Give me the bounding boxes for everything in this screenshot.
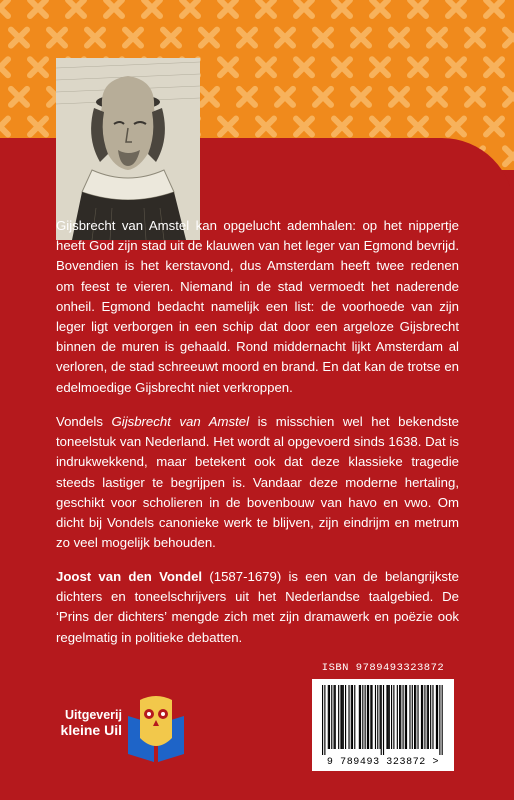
author-portrait (56, 58, 200, 240)
cross-mark (277, 30, 293, 46)
barcode-bar (345, 685, 346, 749)
cross-mark (220, 119, 236, 135)
publisher-line2: kleine Uil (60, 722, 122, 738)
barcode-bar (375, 685, 376, 749)
cross-mark (334, 0, 350, 16)
cross-mark (467, 89, 483, 105)
barcode-bar (381, 685, 382, 755)
cross-mark (296, 59, 312, 75)
cross-mark (429, 30, 445, 46)
barcode-bar (335, 685, 336, 749)
blurb-paragraph-plot: Gijsbrecht van Amstel kan opgelucht ademhalen: op het nippertje heeft God zijn stad uit de klauwen van het leger van Egmond bevrijd. Bovendien is het kerstavond, dus Amsterdam heeft twee redenen om feest te vieren. Niemand in de stad vermoedt het naderende onheil. Egmond bedacht namelijk een list: de voorhoede van zijn leger ligt verborgen in een schip dat door een argeloze Gijsbrecht binnen de muren is gehaald. Rond middernacht lijkt Amsterdam al verloren, de stad schreeuwt moord en brand. En dat kan de trotse en edelmoedige Gijsbrecht niet verkroppen. (56, 218, 459, 395)
cross-mark (49, 30, 65, 46)
barcode-bar (342, 685, 343, 749)
cross-mark (125, 30, 141, 46)
barcode-bar (393, 685, 394, 749)
barcode-bar (415, 685, 416, 749)
cross-mark (30, 0, 46, 16)
barcode-bar (367, 685, 368, 749)
barcode-bar (377, 685, 378, 749)
cross-mark (391, 30, 407, 46)
barcode-bar (405, 685, 406, 749)
barcode-bar (354, 685, 355, 749)
cross-mark (182, 0, 198, 16)
cross-mark (505, 30, 514, 46)
barcode-bar (414, 685, 415, 749)
barcode-bar (334, 685, 335, 749)
barcode-bar (380, 685, 381, 749)
isbn-label: ISBN 9789493323872 (321, 662, 445, 674)
barcode-bar (362, 685, 363, 749)
cross-mark (106, 0, 122, 16)
cross-mark (410, 0, 426, 16)
barcode-bar (322, 685, 323, 755)
cross-mark (0, 0, 8, 16)
cross-mark (334, 59, 350, 75)
barcode-bar (417, 685, 418, 749)
barcode-bar (437, 685, 438, 749)
barcode-bar (386, 685, 387, 749)
cross-mark (296, 119, 312, 135)
cross-mark (87, 30, 103, 46)
cross-mark (372, 0, 388, 16)
barcode-bar (391, 685, 392, 749)
author-bio: (1587-1679) is een van de belangrijkste dichters en toneelschrijvers uit het Nederlandse taalgebied. De ‘Prins der dichters’ mengde zich met zijn dramawerk en poëzie ook regelmatig in politieke debatten. (56, 569, 459, 645)
barcode-bar (368, 685, 369, 749)
barcode-bar (424, 685, 425, 749)
barcode-bar (329, 685, 330, 749)
cross-mark (486, 59, 502, 75)
cross-mark (353, 89, 369, 105)
cross-mark (467, 30, 483, 46)
barcode-bar (400, 685, 401, 749)
barcode-bar (359, 685, 360, 749)
cross-mark (277, 89, 293, 105)
cross-mark (30, 119, 46, 135)
barcode-bar (351, 685, 352, 749)
barcode-bar (360, 685, 361, 749)
cross-mark (220, 59, 236, 75)
barcode-bar (428, 685, 429, 749)
cross-mark (201, 89, 217, 105)
barcode-bar (331, 685, 332, 749)
cross-mark (258, 59, 274, 75)
barcode-bar (439, 685, 440, 755)
cross-mark (315, 30, 331, 46)
cross-mark (448, 0, 464, 16)
cross-mark (68, 0, 84, 16)
cross-mark (220, 0, 236, 16)
cross-mark (429, 89, 445, 105)
barcode-bar (371, 685, 372, 749)
cross-mark (239, 89, 255, 105)
barcode-bars (312, 679, 454, 755)
cross-mark (0, 59, 8, 75)
publisher-line1: Uitgeverij (65, 708, 122, 722)
cross-mark (163, 30, 179, 46)
cross-mark (258, 0, 274, 16)
barcode-bar (403, 685, 404, 749)
barcode-bar (442, 685, 443, 755)
cross-mark (391, 89, 407, 105)
barcode-bar (412, 685, 413, 749)
barcode-bar (427, 685, 428, 749)
cross-mark (11, 30, 27, 46)
cross-mark (315, 89, 331, 105)
cross-mark (258, 119, 274, 135)
barcode-bar (328, 685, 329, 749)
para2-before: Vondels (56, 414, 112, 429)
cross-mark (505, 89, 514, 105)
barcode-bar (432, 685, 433, 749)
cross-mark (448, 119, 464, 135)
cross-mark (505, 148, 514, 164)
cross-mark (0, 119, 8, 135)
barcode-bar (324, 685, 325, 755)
publisher-name (60, 708, 122, 738)
barcode-bar (338, 685, 339, 749)
barcode-bar (399, 685, 400, 749)
barcode-bar (389, 685, 390, 749)
blurb-paragraph-play (56, 412, 459, 553)
barcode-bar (409, 685, 410, 749)
barcode-bar (436, 685, 437, 749)
cross-mark (372, 119, 388, 135)
cross-mark (372, 59, 388, 75)
barcode-bar (388, 685, 389, 749)
barcode (312, 679, 454, 771)
publisher-logo (60, 694, 188, 766)
barcode-bar (365, 685, 366, 749)
cross-mark (144, 0, 160, 16)
barcode-bar (340, 685, 341, 749)
barcode-bar (343, 685, 344, 749)
cross-mark (296, 0, 312, 16)
cross-mark (353, 30, 369, 46)
barcode-digits: 9 789493 323872 > (326, 757, 440, 768)
barcode-bar (421, 685, 422, 749)
cross-mark (448, 59, 464, 75)
cross-mark (30, 59, 46, 75)
barcode-bar (422, 685, 423, 749)
cross-mark (410, 59, 426, 75)
cross-mark (334, 119, 350, 135)
portrait-engraving (56, 58, 200, 240)
author-name: Joost van den Vondel (56, 569, 203, 584)
cross-mark (486, 0, 502, 16)
barcode-bar (397, 685, 398, 749)
para2-after: is misschien wel het bekendste toneelstuk van Nederland. Het wordt al opgevoerd sinds 1638. Dat is indrukwekkend, maar betekent ook dat deze klassieke tragedie steeds lastiger te begrijpen is. Vandaar deze moderne hertaling, geschikt voor scholieren in de bovenbouw van havo en vwo. Om dicht bij Vondels canonieke werk te blijven, zijn eindrijm en metrum zo veel mogelijk behouden. (56, 414, 459, 551)
owl-book-icon (126, 694, 186, 766)
cross-mark (486, 119, 502, 135)
barcode-bar (383, 685, 384, 755)
barcode-bar (370, 685, 371, 749)
barcode-bar (348, 685, 349, 749)
blurb-paragraph-author (56, 567, 459, 648)
play-title: Gijsbrecht van Amstel (111, 414, 250, 429)
cross-mark (201, 30, 217, 46)
barcode-bar (430, 685, 431, 749)
cross-mark (11, 89, 27, 105)
barcode-bar (406, 685, 407, 749)
barcode-bar (352, 685, 353, 749)
cross-mark (239, 30, 255, 46)
cross-mark (410, 119, 426, 135)
